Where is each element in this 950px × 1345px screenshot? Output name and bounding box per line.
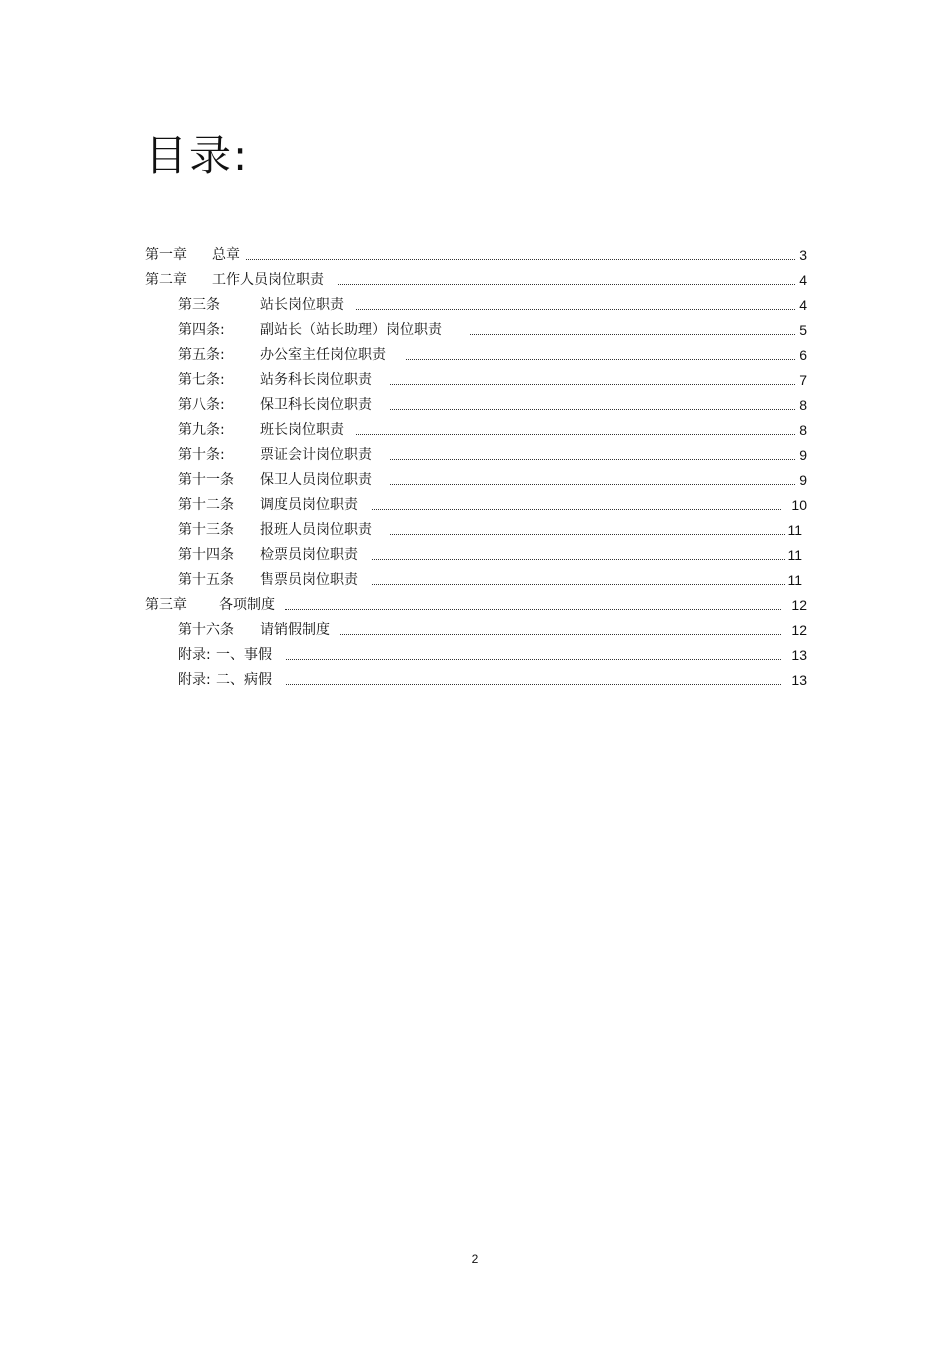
toc-entry[interactable]	[145, 240, 807, 264]
toc-entry[interactable]	[178, 565, 802, 589]
toc-dot-leader	[372, 558, 785, 560]
toc-entry-title: 站务科长岗位职责	[260, 372, 372, 388]
toc-entry[interactable]	[178, 640, 807, 664]
toc-entry-title: 报班人员岗位职责	[260, 522, 372, 538]
toc-entry-page: 10	[791, 497, 807, 513]
toc-entry-page: 5	[799, 322, 807, 338]
toc-entry-number: 第十条:	[178, 447, 225, 463]
toc-dot-leader	[286, 683, 781, 685]
toc-entry-number: 第三章	[145, 597, 187, 613]
toc-entry-number: 第十二条	[178, 497, 234, 513]
toc-entry-page: 3	[799, 247, 807, 263]
toc-entry-title: 总章	[212, 247, 240, 263]
toc-entry-page: 8	[799, 422, 807, 438]
toc-entry-title: 二、病假	[216, 672, 272, 688]
toc-entry[interactable]	[178, 440, 807, 464]
toc-entry-number: 第四条:	[178, 322, 225, 338]
toc-entry[interactable]	[178, 365, 807, 389]
toc-entry-page: 9	[799, 447, 807, 463]
toc-entry[interactable]	[178, 390, 807, 414]
toc-dot-leader	[406, 358, 795, 360]
toc-entry-page: 12	[791, 597, 807, 613]
toc-entry-number: 第三条	[178, 297, 220, 313]
toc-entry[interactable]	[178, 540, 802, 564]
toc-dot-leader	[390, 458, 795, 460]
toc-entry-title: 请销假制度	[260, 622, 330, 638]
toc-entry-number: 附录:	[178, 647, 211, 663]
toc-dot-leader	[356, 433, 795, 435]
toc-dot-leader	[372, 583, 785, 585]
toc-dot-leader	[356, 308, 795, 310]
toc-entry[interactable]	[178, 465, 807, 489]
toc-entry-number: 第十三条	[178, 522, 234, 538]
toc-entry-number: 第十四条	[178, 547, 234, 563]
toc-dot-leader	[286, 658, 781, 660]
toc-dot-leader	[390, 483, 795, 485]
toc-entry-title: 各项制度	[219, 597, 275, 613]
toc-entry-title: 站长岗位职责	[260, 297, 344, 313]
toc-dot-leader	[390, 408, 795, 410]
toc-entry-number: 第九条:	[178, 422, 225, 438]
toc-entry[interactable]	[178, 665, 807, 689]
toc-entry-number: 第十五条	[178, 572, 234, 588]
toc-entry-number: 第五条:	[178, 347, 225, 363]
toc-dot-leader	[390, 533, 785, 535]
toc-entry-page: 11	[787, 522, 802, 538]
toc-entry-number: 第八条:	[178, 397, 225, 413]
toc-entry-page: 4	[799, 272, 807, 288]
toc-entry-number: 第十一条	[178, 472, 234, 488]
toc-entry-title: 调度员岗位职责	[260, 497, 358, 513]
toc-entry-page: 11	[787, 572, 802, 588]
toc-entry[interactable]	[145, 590, 807, 614]
toc-entry-number: 第七条:	[178, 372, 225, 388]
page-number: 2	[471, 1252, 479, 1266]
toc-entry-title: 保卫人员岗位职责	[260, 472, 372, 488]
page-title: 目录:	[145, 131, 250, 180]
toc-dot-leader	[285, 608, 781, 610]
toc-entry-number: 第二章	[145, 272, 187, 288]
toc-entry-title: 一、事假	[216, 647, 272, 663]
toc-entry-page: 6	[799, 347, 807, 363]
toc-entry-number: 附录:	[178, 672, 211, 688]
toc-entry-title: 工作人员岗位职责	[212, 272, 324, 288]
toc-entry-title: 检票员岗位职责	[260, 547, 358, 563]
toc-entry-page: 12	[791, 622, 807, 638]
toc-entry-title: 售票员岗位职责	[260, 572, 358, 588]
toc-entry-page: 9	[799, 472, 807, 488]
toc-entry[interactable]	[178, 615, 807, 639]
toc-entry-title: 副站长（站长助理）岗位职责	[260, 322, 442, 338]
toc-entry-page: 13	[791, 647, 807, 663]
toc-entry-number: 第十六条	[178, 622, 234, 638]
toc-entry-title: 班长岗位职责	[260, 422, 344, 438]
toc-entry[interactable]	[178, 515, 802, 539]
toc-dot-leader	[340, 633, 781, 635]
toc-entry-number: 第一章	[145, 247, 187, 263]
toc-entry-title: 保卫科长岗位职责	[260, 397, 372, 413]
toc-dot-leader	[372, 508, 781, 510]
toc-entry-page: 13	[791, 672, 807, 688]
toc-dot-leader	[338, 283, 795, 285]
toc-dot-leader	[470, 333, 795, 335]
toc-entry-page: 4	[799, 297, 807, 313]
toc-entry-page: 8	[799, 397, 807, 413]
toc-entry-page: 11	[787, 547, 802, 563]
toc-entry-title: 票证会计岗位职责	[260, 447, 372, 463]
toc-entry[interactable]	[178, 315, 807, 339]
toc-entry[interactable]	[178, 340, 807, 364]
toc-entry-title: 办公室主任岗位职责	[260, 347, 386, 363]
toc-entry-page: 7	[799, 372, 807, 388]
toc-entry[interactable]	[178, 290, 807, 314]
toc-entry[interactable]	[178, 415, 807, 439]
toc-dot-leader	[246, 258, 795, 260]
toc-entry[interactable]	[145, 265, 807, 289]
toc-dot-leader	[390, 383, 795, 385]
toc-entry[interactable]	[178, 490, 807, 514]
